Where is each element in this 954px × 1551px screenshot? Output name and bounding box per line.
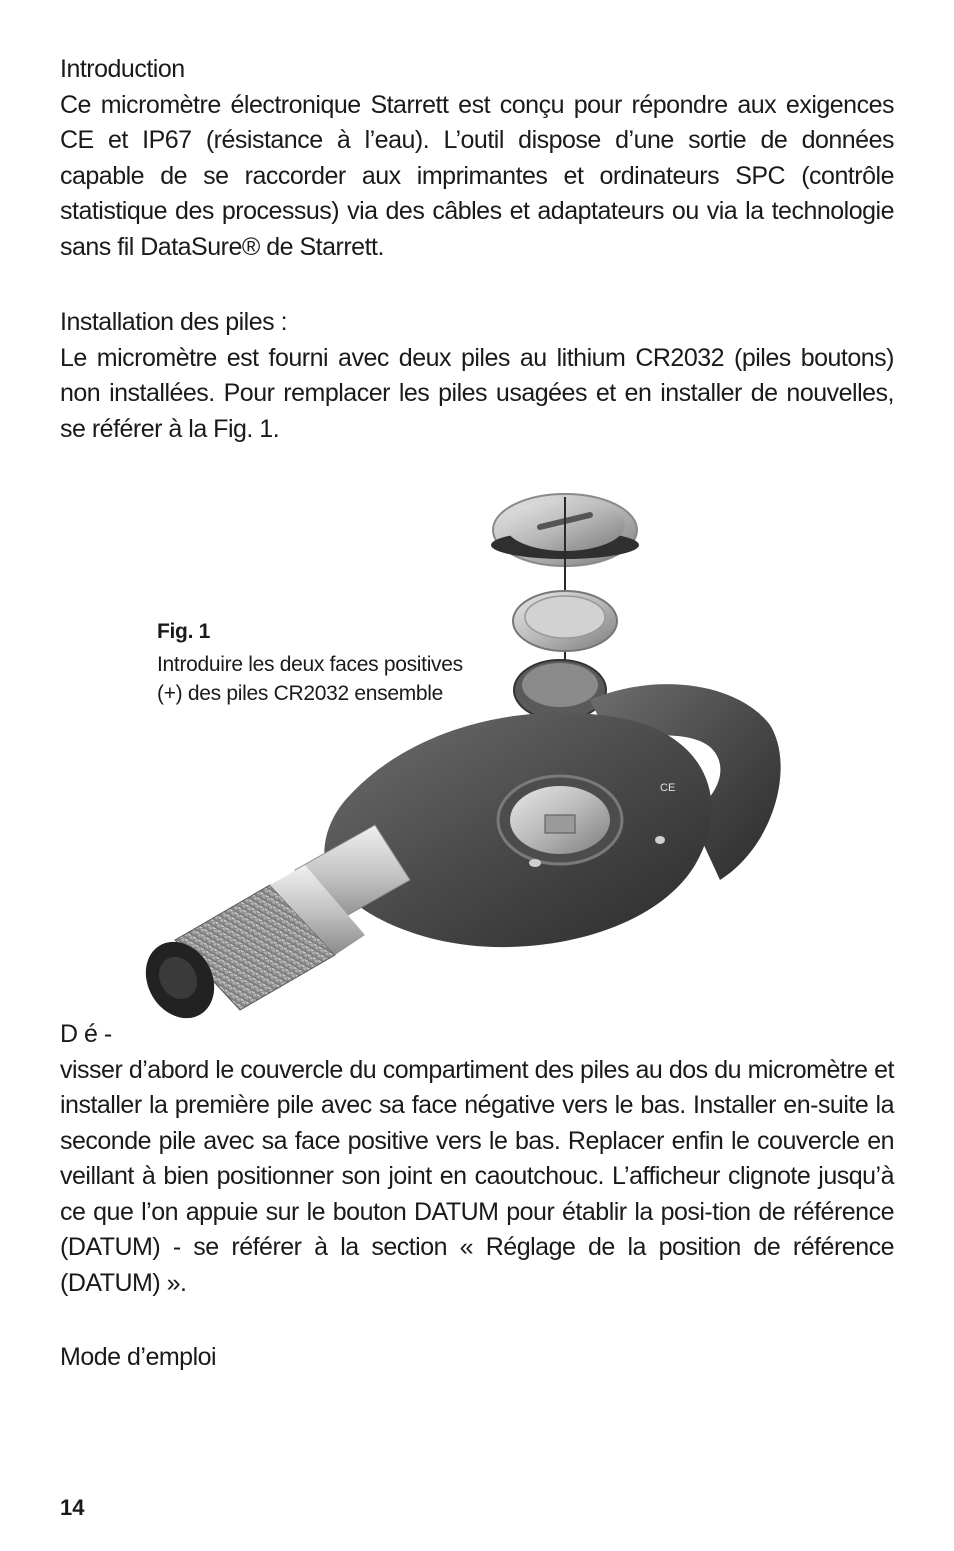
page-number: 14 — [60, 1495, 85, 1520]
devisser-section — [60, 1017, 894, 1301]
devisser-fragment: D é - — [60, 1020, 112, 1048]
installation-heading: Installation des piles : — [60, 308, 288, 336]
micrometer-battery-figure — [120, 485, 800, 1025]
figure-caption — [157, 617, 517, 708]
micrometer-spindle-icon — [132, 825, 410, 1025]
introduction-section — [60, 52, 894, 265]
figure-caption-line-2: (+) des piles CR2032 ensemble — [157, 682, 444, 705]
mode-heading: Mode d’emploi — [60, 1343, 217, 1371]
mode-section — [60, 1340, 894, 1376]
introduction-heading: Introduction — [60, 55, 185, 83]
introduction-paragraph: Ce micromètre électronique Starrett est conçu pour répondre aux exigences CE et IP67 (résistance à l’eau). L’outil dispose d’une sortie de données capable de se raccorder aux imprimantes et ordinateurs SPC (contrôle statistique des processus) via des câbles et adaptateurs ou via la technologie sans fil DataSure® de Starrett. — [60, 90, 894, 261]
micrometer-frame-icon — [324, 684, 780, 947]
first-battery-icon — [513, 591, 617, 651]
figure-label: Fig. 1 — [157, 620, 211, 643]
installation-paragraph: Le micromètre est fourni avec deux piles au lithium CR2032 (piles boutons) non installées. Pour remplacer les piles usagées et en installer de nouvelles, se référer à la Fig. 1. — [60, 343, 894, 443]
devisser-paragraph: visser d’abord le couvercle du compartiment des piles au dos du micromètre et installer la première pile avec sa face négative vers le bas. Installer en-suite la seconde pile avec sa face positive vers le bas. Replacer enfin le couvercle en veillant à bien positionner son joint en caoutchouc. L’afficheur clignote jusqu’à ce que l’on appuie sur le bouton DATUM pour établir la posi-tion de référence (DATUM) - se référer à la section « Réglage de la position de référence (DATUM) ». — [60, 1055, 894, 1297]
figure-caption-line-1: Introduire les deux faces positives — [157, 653, 463, 676]
ce-mark: CE — [660, 782, 676, 794]
second-battery-icon — [514, 660, 606, 720]
installation-section — [60, 305, 894, 447]
